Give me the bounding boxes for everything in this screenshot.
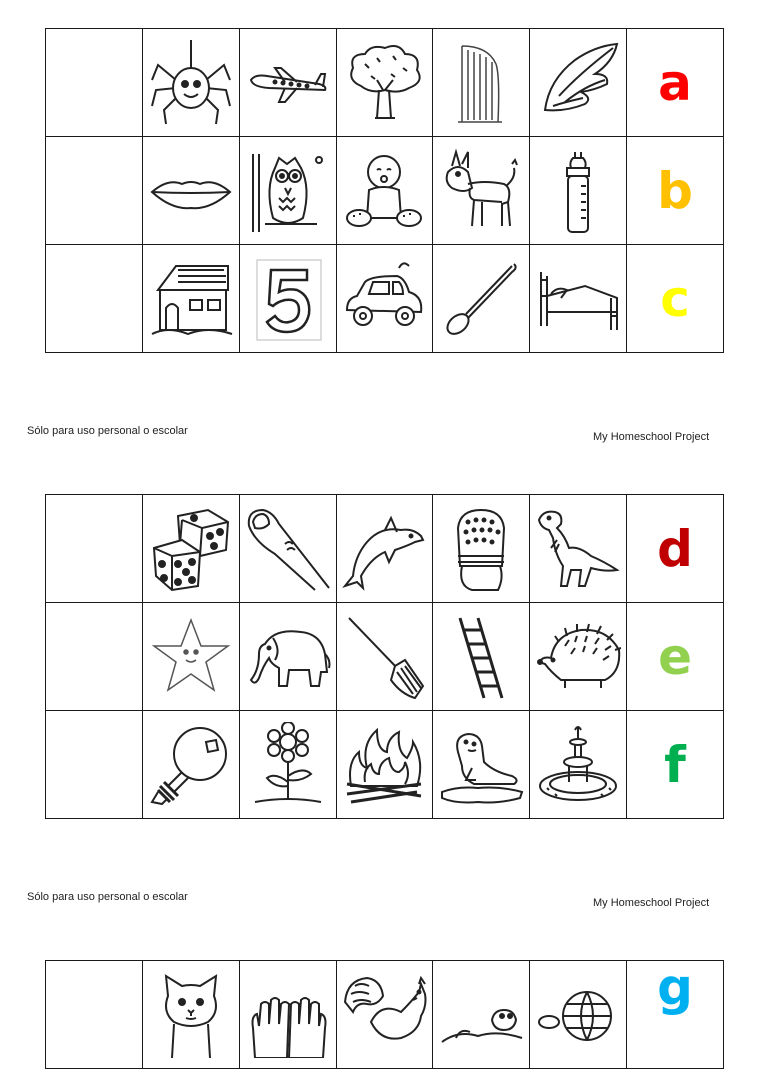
cat-icon <box>148 972 234 1058</box>
picture-cell <box>142 29 239 137</box>
letter-label: e <box>658 627 692 686</box>
picture-cell <box>433 603 530 711</box>
spider-icon <box>148 40 234 126</box>
dolphin-icon <box>341 506 427 592</box>
footer-left-text: Sólo para uso personal o escolar <box>27 891 188 903</box>
blank-answer-cell <box>46 245 143 353</box>
tree-icon <box>341 40 427 126</box>
letter-cell <box>627 603 724 711</box>
picture-cell <box>433 711 530 819</box>
footer-right-text: My Homeschool Project <box>593 431 710 443</box>
picture-cell <box>433 495 530 603</box>
letter-label: d <box>657 519 693 578</box>
picture-cell <box>142 711 239 819</box>
picture-cell <box>433 245 530 353</box>
lips-icon <box>148 148 234 234</box>
picture-cell <box>336 711 433 819</box>
blank-answer-cell <box>46 495 143 603</box>
letter-cell <box>627 495 724 603</box>
flower-icon <box>245 722 331 808</box>
blank-answer-cell <box>46 961 143 1069</box>
donkey-icon <box>438 148 524 234</box>
dice-icon <box>148 506 234 592</box>
house-icon <box>148 256 234 342</box>
footer-left-text: Sólo para uso personal o escolar <box>27 425 188 437</box>
rooster-icon <box>341 972 427 1058</box>
picture-cell <box>239 29 336 137</box>
picture-cell <box>142 137 239 245</box>
baby-bottle-icon <box>535 148 621 234</box>
blank-answer-cell <box>46 29 143 137</box>
picture-cell <box>239 137 336 245</box>
picture-cell <box>433 137 530 245</box>
broom-icon <box>341 614 427 700</box>
grid-row <box>46 711 724 819</box>
blank-answer-cell <box>46 711 143 819</box>
picture-cell <box>530 245 627 353</box>
picture-cell <box>142 603 239 711</box>
picture-cell <box>530 961 627 1069</box>
letter-label: c <box>660 269 690 328</box>
letter-grid-1 <box>45 28 724 353</box>
grid-row <box>46 603 724 711</box>
footer-right-text: My Homeschool Project <box>593 897 710 909</box>
letter-grid-3 <box>45 957 724 1069</box>
spoon-icon <box>438 256 524 342</box>
letter-cell <box>627 245 724 353</box>
fountain-icon <box>535 722 621 808</box>
picture-cell <box>239 603 336 711</box>
picture-cell <box>336 495 433 603</box>
grid-row <box>46 137 724 245</box>
car-icon <box>341 256 427 342</box>
seal-icon <box>438 722 524 808</box>
light-bulb-icon <box>148 722 234 808</box>
letter-cell <box>627 137 724 245</box>
blank-answer-cell <box>46 137 143 245</box>
thimble-icon <box>438 506 524 592</box>
picture-cell <box>530 711 627 819</box>
letter-label: a <box>658 53 692 112</box>
frog-icon <box>438 972 524 1058</box>
picture-cell <box>530 495 627 603</box>
dinosaur-icon <box>535 506 621 592</box>
grid-row <box>46 495 724 603</box>
hedgehog-icon <box>535 614 621 700</box>
letter-cell <box>627 29 724 137</box>
picture-cell <box>142 245 239 353</box>
baby-icon <box>341 148 427 234</box>
picture-cell <box>239 961 336 1069</box>
wing-icon <box>535 40 621 126</box>
picture-cell <box>433 29 530 137</box>
blank-answer-cell <box>46 603 143 711</box>
elephant-icon <box>245 614 331 700</box>
letter-cell <box>627 957 724 1069</box>
letter-label: f <box>664 735 686 794</box>
gloves-icon <box>245 972 331 1058</box>
grid-row <box>46 29 724 137</box>
picture-cell <box>336 137 433 245</box>
picture-cell <box>433 961 530 1069</box>
star-icon <box>148 614 234 700</box>
picture-cell <box>239 711 336 819</box>
picture-cell <box>530 29 627 137</box>
grid-row <box>46 961 724 1069</box>
harp-icon <box>438 40 524 126</box>
picture-cell <box>142 495 239 603</box>
letter-cell <box>627 711 724 819</box>
picture-cell <box>239 245 336 353</box>
airplane-icon <box>245 40 331 126</box>
picture-cell <box>142 961 239 1069</box>
letter-label: g <box>657 957 693 1016</box>
picture-cell <box>530 137 627 245</box>
balloon-icon <box>535 972 621 1058</box>
picture-cell <box>336 603 433 711</box>
number-five-icon <box>245 256 331 342</box>
fire-icon <box>341 722 427 808</box>
letter-grid-2 <box>45 494 724 819</box>
picture-cell <box>336 245 433 353</box>
picture-cell <box>336 29 433 137</box>
picture-cell <box>530 603 627 711</box>
grid-row <box>46 245 724 353</box>
ladder-icon <box>438 614 524 700</box>
picture-cell <box>336 961 433 1069</box>
picture-cell <box>239 495 336 603</box>
finger-icon <box>245 506 331 592</box>
letter-label: b <box>657 161 693 220</box>
owl-icon <box>245 148 331 234</box>
bed-icon <box>535 256 621 342</box>
